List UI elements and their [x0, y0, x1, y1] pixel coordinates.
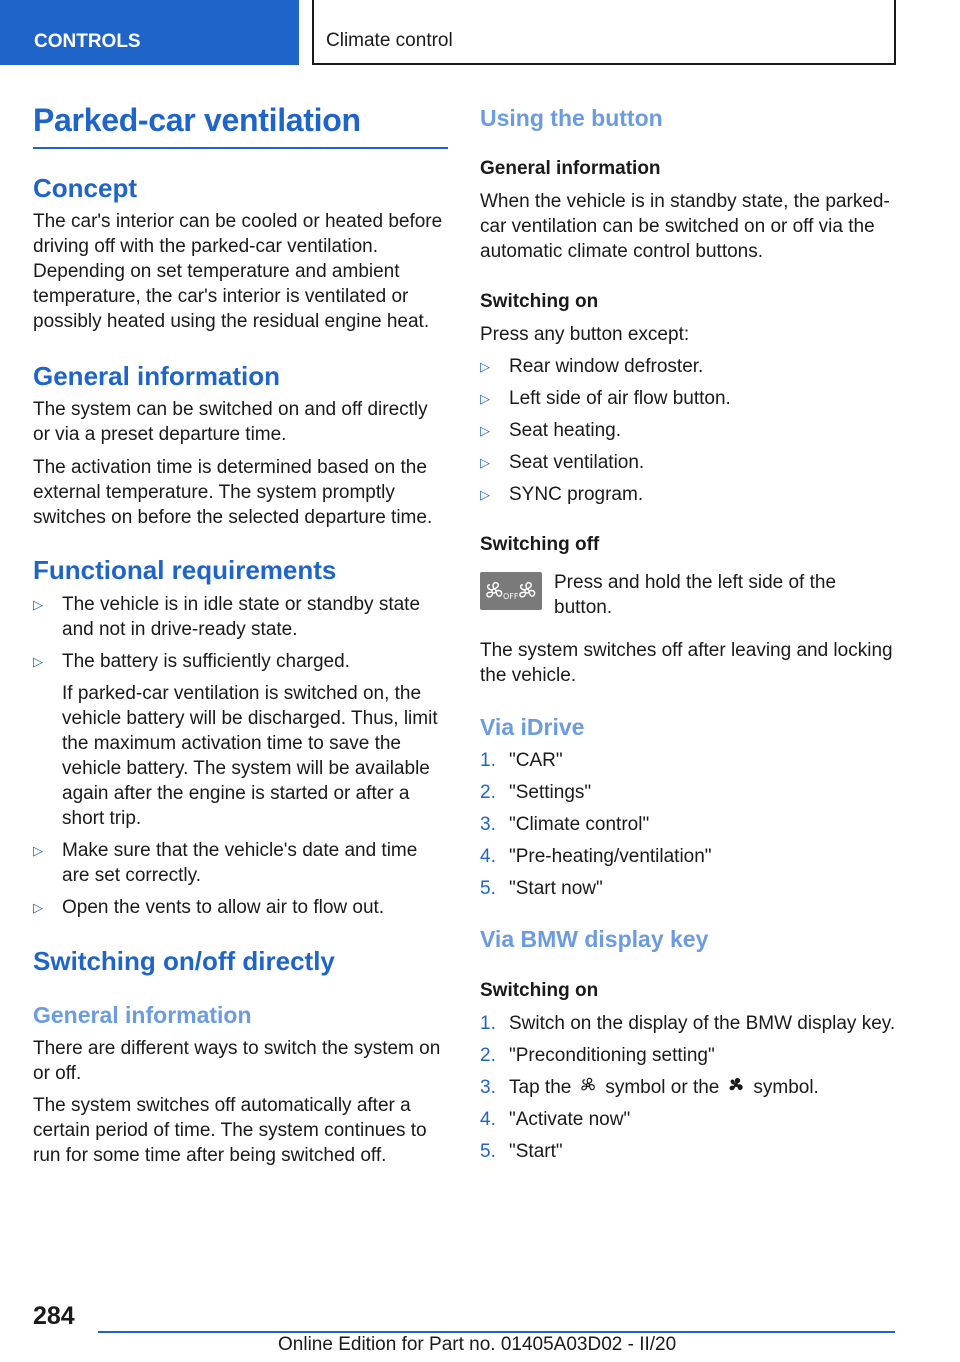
triangle-bullet-icon: ▷: [480, 455, 490, 470]
functional-list: [33, 592, 448, 927]
concept-heading: Concept: [33, 173, 137, 203]
idrive-heading: Via iDrive: [480, 714, 585, 740]
list-item: 3. Tap the symbol or the symbol.: [480, 1077, 819, 1098]
header-section-label: CONTROLS: [34, 31, 141, 52]
list-item: 3. "Climate control": [480, 814, 650, 835]
switching-on-text: Press any button except:: [480, 324, 690, 345]
switching-off-text: Press and hold the left side of the button.: [554, 572, 837, 618]
list-item: 5. "Start now": [480, 878, 603, 899]
list-item: ▷ Left side of air flow button.: [480, 388, 731, 409]
key-switching-on-heading: Switching on: [480, 980, 599, 1001]
directly-heading: Switching on/off directly: [33, 946, 335, 976]
header-chapter-label: Climate control: [326, 30, 453, 51]
triangle-bullet-icon: ▷: [480, 487, 490, 502]
list-item: ▷ Seat ventilation.: [480, 452, 645, 473]
switching-off-row: [480, 572, 900, 618]
triangle-bullet-icon: ▷: [33, 900, 43, 915]
directly-paragraph-1: There are different ways to switch the system on or off.: [33, 1038, 441, 1084]
fan-outline-icon: [577, 1075, 599, 1095]
general-paragraph-2: The activation time is determined based on the external temperature. The system promptly switches on before the selected departure time.: [33, 457, 433, 528]
list-item: ▷ Rear window defroster.: [480, 356, 704, 377]
triangle-bullet-icon: ▷: [33, 843, 43, 858]
list-item: 1. "CAR": [480, 750, 563, 771]
directly-paragraph-2: The system switches off automatically after a certain period of time. The system continues to run for some time after being switched off.: [33, 1095, 427, 1166]
switching-off-after: The system switches off after leaving and locking the vehicle.: [480, 640, 893, 686]
fan-filled-icon: [725, 1075, 747, 1095]
list-item: 5. "Start": [480, 1141, 563, 1162]
button-heading: Using the button: [480, 105, 663, 131]
triangle-bullet-icon: ▷: [33, 597, 43, 612]
except-list: [480, 354, 900, 514]
footer-edition: Online Edition for Part no. 01405A03D02 - II/20: [278, 1334, 677, 1355]
directly-sub-heading: General information: [33, 1002, 252, 1028]
triangle-bullet-icon: ▷: [480, 391, 490, 406]
key-heading: Via BMW display key: [480, 926, 709, 952]
fan-off-label: OFF: [503, 592, 519, 601]
list-item: ▷ Seat heating.: [480, 420, 621, 441]
list-item: ▷ Make sure that the vehicle's date and time are set correctly.: [33, 840, 418, 886]
battery-note: If parked-car ventilation is switched on, the vehicle battery will be discharged. Thus, limit the maximum activation time to save the vehicle battery. The system will be available again after the engine is started or after a short trip.: [62, 683, 438, 829]
header-section-tab: [0, 0, 299, 65]
functional-heading: Functional requirements: [33, 555, 337, 585]
list-item: ▷ The battery is sufficiently charged. If parked-car ventilation is switched on, the vehicle battery will be discharged. Thus, limit the maximum activation time to save the vehicle battery. The system will be available again after the engine is started or after a short trip.: [33, 649, 448, 831]
idrive-steps: [480, 748, 900, 908]
triangle-bullet-icon: ▷: [33, 654, 43, 669]
list-item: ▷ Open the vents to allow air to flow out.: [33, 897, 385, 918]
fan-off-icon: [480, 572, 542, 610]
general-paragraph-1: The system can be switched on and off directly or via a preset departure time.: [33, 399, 428, 445]
concept-text: The car's interior can be cooled or heated before driving off with the parked-car ventilation. Depending on set temperature and ambient temperature, the car's interior is ventilated or possibly heated using the residual engine heat.: [33, 211, 443, 332]
list-item: ▷ SYNC program.: [480, 484, 644, 505]
button-general-heading: General information: [480, 158, 661, 179]
list-item: 4. "Activate now": [480, 1109, 631, 1130]
switching-on-heading: Switching on: [480, 291, 599, 312]
button-general-text: When the vehicle is in standby state, the parked-car ventilation can be switched on or off via the automatic climate control buttons.: [480, 191, 890, 262]
key-steps: [480, 1011, 900, 1171]
page-number: 284: [33, 1302, 75, 1330]
triangle-bullet-icon: ▷: [480, 359, 490, 374]
list-item: 1. Switch on the display of the BMW display key.: [480, 1013, 896, 1034]
list-item: 4. "Pre-heating/ventilation": [480, 846, 712, 867]
footer-divider: [98, 1331, 895, 1333]
list-item: ▷ The vehicle is in idle state or standby state and not in drive-ready state.: [33, 594, 421, 640]
page-title: Parked-car ventilation: [33, 102, 448, 149]
general-heading: General information: [33, 361, 281, 391]
triangle-bullet-icon: ▷: [480, 423, 490, 438]
header-chapter-tab: [312, 0, 896, 65]
list-item: 2. "Settings": [480, 782, 592, 803]
list-item: 2. "Preconditioning setting": [480, 1045, 715, 1066]
switching-off-heading: Switching off: [480, 534, 600, 555]
